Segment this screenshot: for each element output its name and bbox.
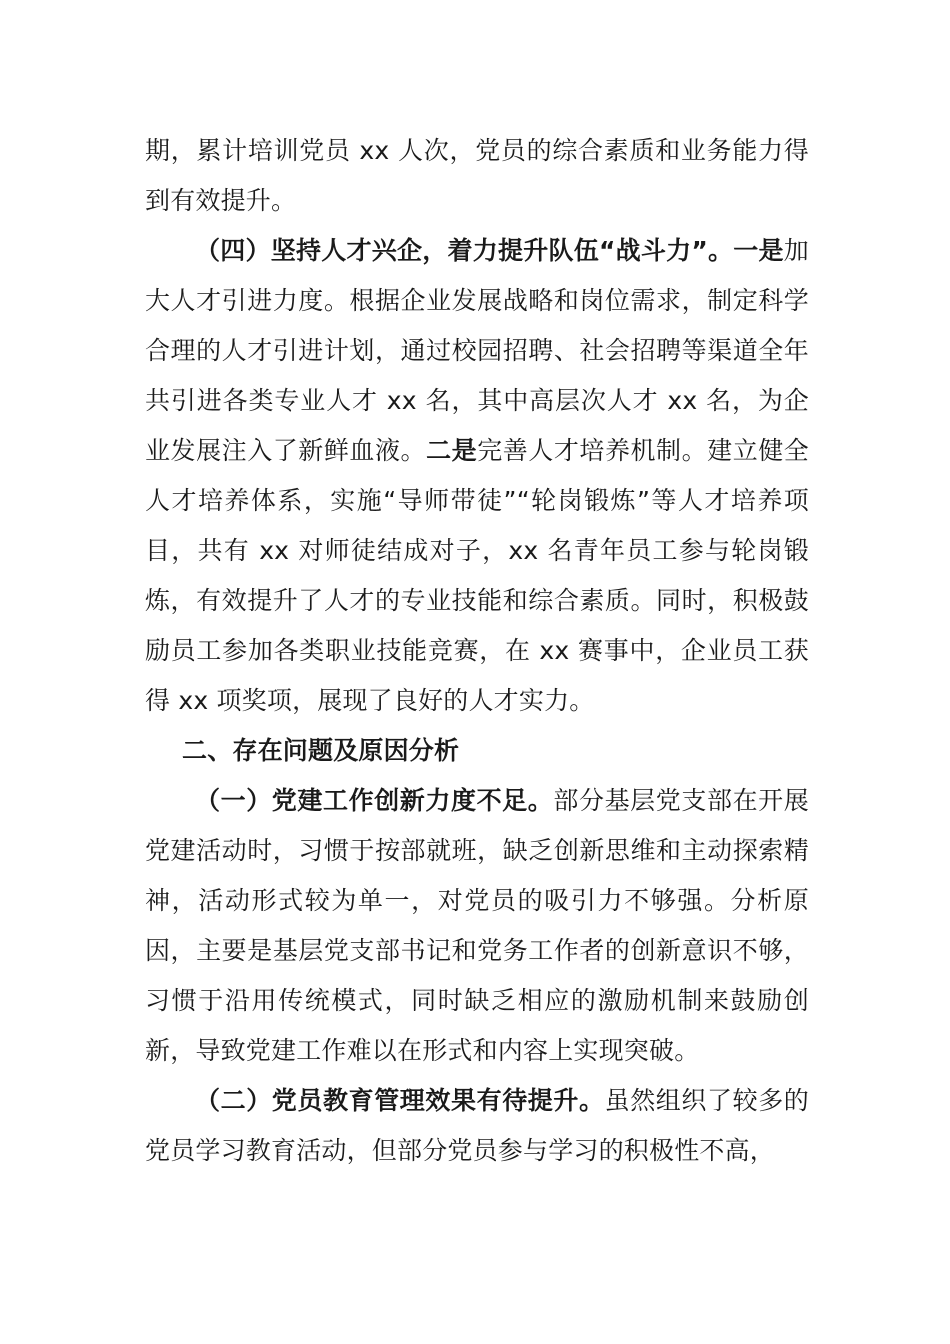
point-label: 一是 <box>733 236 784 265</box>
document-body <box>145 126 809 1176</box>
paragraph-innovation <box>145 776 809 1076</box>
section-heading-text: 二、存在问题及原因分析 <box>182 736 460 765</box>
paragraph-text: 加大人才引进力度。根据企业发展战略和岗位需求，制定科学合理的人才引进计划，通过校园招聘、社会招聘等渠道全年共引进各类专业人才 xx 名，其中高层次人才 xx 名，为企业发展注入了新鲜血液。 <box>145 236 809 465</box>
paragraph-heading: （一）党建工作创新力度不足。 <box>195 786 554 815</box>
paragraph-heading: （二）党员教育管理效果有待提升。 <box>195 1086 605 1115</box>
paragraph-text: 部分基层党支部在开展党建活动时，习惯于按部就班，缺乏创新思维和主动探索精神，活动形式较为单一，对党员的吸引力不够强。分析原因，主要是基层党支部书记和党务工作者的创新意识不够，习惯于沿用传统模式，同时缺乏相应的激励机制来鼓励创新，导致党建工作难以在形式和内容上实现突破。 <box>145 786 809 1065</box>
paragraph-training-summary <box>145 126 809 226</box>
paragraph-heading: （四）坚持人才兴企，着力提升队伍“战斗力”。 <box>195 236 734 265</box>
paragraph-talent <box>145 226 809 726</box>
section-heading <box>145 726 809 776</box>
paragraph-text: 完善人才培养机制。建立健全人才培养体系，实施“导师带徒”“轮岗锻炼”等人才培养项目，共有 xx 对师徒结成对子，xx 名青年员工参与轮岗锻炼，有效提升了人才的专业技能和综合素质。同时，积极鼓励员工参加各类职业技能竞赛，在 xx 赛事中，企业员工获得 xx 项奖项，展现了良好的人才实力。 <box>145 436 810 715</box>
point-label: 二是 <box>426 436 478 465</box>
paragraph-education <box>145 1076 809 1176</box>
paragraph-text: 期，累计培训党员 xx 人次，党员的综合素质和业务能力得到有效提升。 <box>145 136 809 215</box>
paragraph-text: 虽然组织了较多的党员学习教育活动，但部分党员参与学习的积极性不高， <box>145 1086 809 1165</box>
